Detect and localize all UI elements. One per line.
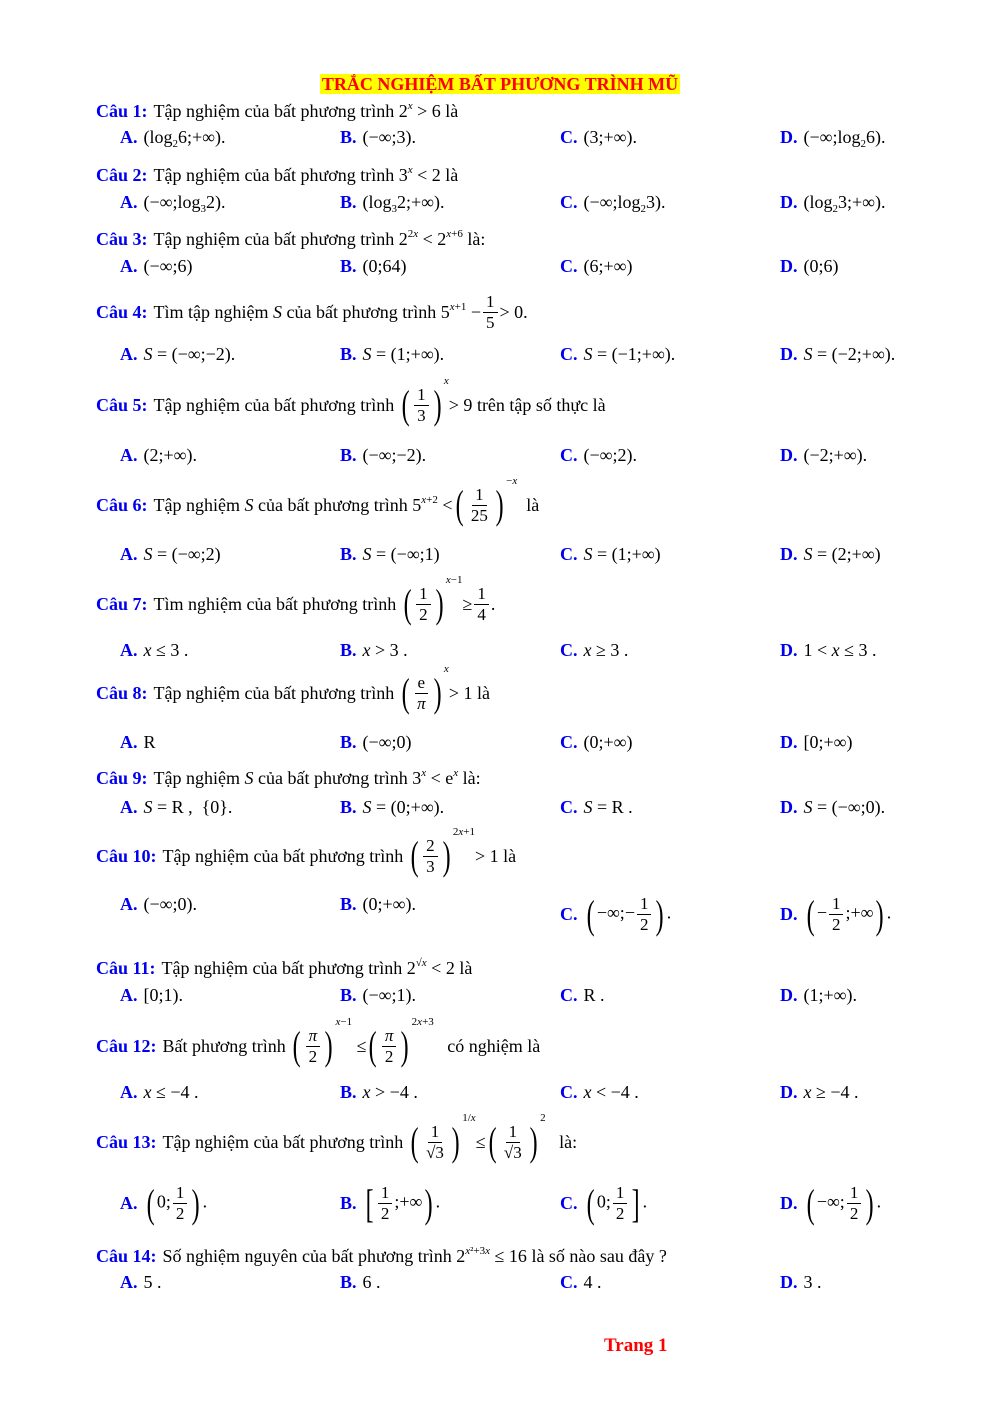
question-1: Câu 1: Tập nghiệm của bất phương trình $2^x > 6$ là xyxy=(96,100,459,121)
question-10: Câu 10: Tập nghiệm của bất phương trình ( $\frac{2}{3}$ ) $^{2x +1}$ > 1 là xyxy=(96,826,517,878)
question-5: Câu 5: Tập nghiệm của bất phương trình ( $\frac{1}{3}$ ) $^x$ > 9 trên tập số thực là xyxy=(96,375,606,427)
page-number: Trang 1 xyxy=(604,1335,668,1356)
question-9: Câu 9: Tập nghiệm S của bất phương trình $3^x < e^x$ là: xyxy=(96,767,481,788)
question-11: Câu 11: Tập nghiệm của bất phương trình $2^{√x} < 2$ là xyxy=(96,957,473,978)
page-title: TRẮC NGHIỆM BẤT PHƯƠNG TRÌNH MŨ xyxy=(321,74,679,94)
question-6: Câu 6: Tập nghiệm S của bất phương trình $5^{x+2}$ < ( $\frac{1}{25}$ ) $^{-x}$ là xyxy=(96,475,540,527)
question-2: Câu 2: Tập nghiệm của bất phương trình $3^x < 2$ là xyxy=(96,164,459,185)
question-13: Câu 13: Tập nghiệm của bất phương trình ( $\frac{1}{√3}$ ) $^{1/x}$ ≤ ( $\frac{1}{√3}$ ) $^2$ là: xyxy=(96,1112,578,1164)
question-12: Câu 12: Bất phương trình ( $\frac{\pi}{2}$ ) $^{x -1}$ ≤ ( $\frac{\pi}{2}$ ) $^{2x +3}$ có nghiệm là xyxy=(96,1016,541,1068)
question-14: Câu 14: Số nghiệm nguyên của bất phương trình $2^{x^2+3x} \le 16$ là số nào sau đây ? xyxy=(96,1245,667,1266)
question-7: Câu 7: Tìm nghiệm của bất phương trình ( $\frac{1}{2}$ ) $^{x -1}$ ≥ $\frac{1}{4}$ . xyxy=(96,574,496,626)
question-3: Câu 3: Tập nghiệm của bất phương trình $2^{2x} < 2^{x+6}$ là: xyxy=(96,228,486,249)
question-8: Câu 8: Tập nghiệm của bất phương trình ( $\frac{e}{\pi}$ ) $^x$ > 1 là xyxy=(96,663,490,715)
question-4: Câu 4: Tìm tập nghiệm S của bất phương trình $5^{x+1}$ − $\frac{1}{5}$ > 0 . xyxy=(96,292,528,332)
